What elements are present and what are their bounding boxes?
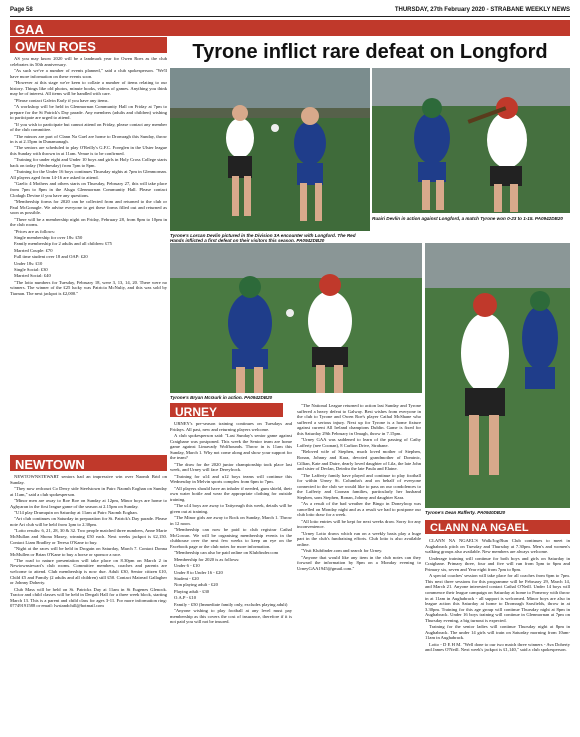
- page-number: Page 58: [10, 7, 33, 13]
- article-paragraph: A special coaches' session will take place for all coaches from 6pm to 7pm. This next three sessions for this programme will be February 29, March 14, and March 21. Anyone interested contact Cathal O'Neill. Under 14 boys will commence their league campaign on Saturday at home to Pomeroy with throw in at 11am in Aughabrack - all support is welcomed. Minor boys are also in league action this Saturday at home to Dromragh Sarsfields, throw in at 3.30pm. Training for this age group will continue Thursday night at 8pm in Aughabrack. Under 16 boys training will continue in Glenmornan at 7pm on Thursday evening, a big turnout is expected.: [425, 573, 570, 623]
- article-paragraph: "The draw for the 2020 junior championship took place last week, and Urney will face Dereylrock.: [170, 461, 292, 473]
- article-paragraph: "The Lafferty family have played and continue to play football for within Urney St. Columba's and on behalf of everyone connected to the club we would like to pass on our condolences to the Lafferty and Coonan families, particularly her husband Stephen, sons Stephen, Ronan, Johnny and daughter Kara.: [297, 472, 421, 500]
- page-date-line: THURSDAY, 27th February 2020 - STRABANE WEEKLY NEWS: [394, 7, 570, 13]
- clann-article: [425, 538, 570, 733]
- article-paragraph: Playing adult - £30: [174, 588, 210, 594]
- article-paragraph: URNEY's pre-season training continues on Tuesdays and Fridays. All past, new and returning players welcome.: [170, 421, 292, 432]
- article-paragraph: "Anyone wishing to play football at any level must pay membership as this covers the cost of insurance, therefore if it is not paid you will not be insured.: [170, 607, 292, 625]
- article-paragraph: "Training for under eight and Under 10 boys and girls in Holy Cross College starts back on today (Wednesday) from 7pm to 8pm.: [10, 157, 167, 169]
- article-paragraph: "Membership forms for 2020 can be collected from and returned to the club or Paul McGonagle. We advise everyone to get these forms filled out and returned as soon as possible.: [10, 199, 167, 216]
- article-paragraph: Under 6 - £10: [174, 563, 200, 569]
- article-paragraph: Married Social: £40: [14, 273, 51, 279]
- photo-ruairi-devlin: [372, 68, 570, 213]
- article-paragraph: "Training for the Under 16 boys continues Thursday nights at 7pm in Glenmornan. All players aged from 14-16 are asked to attend.: [10, 169, 167, 181]
- article-paragraph: "Gaelic 4 Mothers and others starts on Thursday, February 27, this will take place from 7pm to 8pm in the Aluga Glenmornan Community Hall. Please contact Clodagh Devine if you have any questions.: [10, 181, 167, 198]
- owen-roes-article: [10, 56, 167, 452]
- caption-photo-4: Tyrone's Dean Rafferty. PA0940DB20: [425, 510, 506, 515]
- photo-lorcan-devlin: [170, 68, 370, 231]
- main-headline: Tyrone inflict rare defeat on Longford: [192, 41, 548, 63]
- urney-article-col-1: [170, 421, 292, 733]
- article-paragraph: "The u14 boys are away to Tattyreagh this week, details will be given out at training.: [170, 503, 292, 514]
- article-paragraph: Under 8 to Under 16 - £20: [174, 569, 223, 575]
- article-paragraph: "Membership can also be paid online on Klubfinder.com: [174, 550, 279, 556]
- article-paragraph: Training for the senior ladies will continue Thursday night at 8pm in Aughabrack. The under 14 girls will train on Saturday morning from 10am-11am in Aughabrack.: [425, 624, 570, 641]
- article-paragraph: "As such we've a number of events planned," said a club spokesperson. "We'll have more information on these events soon.: [10, 67, 167, 79]
- article-paragraph: "Art club continues on Saturday in preparation for St. Patrick's Day parade. Please note Art club will be held from 1pm to 2.30pm.: [10, 516, 167, 527]
- article-paragraph: Single Social: £30: [14, 266, 48, 272]
- article-paragraph: Lotto - D E H M. "Well done to our two match three winners - Ava Doherty and James O'Neill. Next week's jackpot is £1,140," said a club spokesperson.: [425, 641, 570, 653]
- article-paragraph: Married Couple: £70: [14, 247, 53, 253]
- article-paragraph: AS you may know 2020 will be a landmark year for Owen Roes as the club celebrates its 50th anniversary.: [10, 56, 167, 67]
- article-paragraph: "The minors are part of Clann Na Gael are home to Dromragh this Sunday, throw in is at 2.15pm in Dunamanagh.: [10, 133, 167, 145]
- article-paragraph: Family membership for 2 adults and all children: £75: [14, 241, 112, 247]
- article-paragraph: "Urney GAA was saddened to learn of the passing of Cathy Lafferty (nee Coonan), 8 Carlton Drive, Strabane.: [297, 437, 421, 448]
- article-paragraph: "The lotto numbers for Tuesday, February 18, were 3, 13, 14, 20. There were no winners. The winner of the £25 lucky was Patricia McNulty, and this was sold by Tiarnan. The next jackpot is £2,000.": [10, 279, 167, 296]
- article-paragraph: "Anyone that would like any item in the club notes can they forward the information by 8pm on a Monday evening to UrneyGAA1945@gmail.com.": [297, 554, 421, 571]
- caption-photo-1: Tyrone's Lorcan Devlin pictured in the Division 3A encounter with Longford. The Red Hands inflicted a first defeat on their visitors this season. PA0942DB20: [170, 233, 356, 244]
- urney-section-bar: URNEY: [170, 403, 283, 417]
- article-paragraph: "However at this stage we're keen to collate a number of items relating to our history. Things like old photos, minute books, videos of games. Anything you think may be of interest. All items will be handled with care.: [10, 79, 167, 97]
- article-paragraph: "The National League returned to action last Sunday and Tyrone suffered a heavy defeat to Galway. Best wishes from everyone in the club to Tyrone and Owen Roe's player Cathal McShane who suffered a serious injury. Next up for Tyrone is a home fixture against current All Ireland champions Dublin. Game is fixed for this Saturday 29th February in Omagh, throw in 7.15pm.: [297, 403, 421, 436]
- article-paragraph: Non playing adult - £20: [174, 582, 218, 588]
- caption-photo-2: Ruairi Devlin in action against Longford, a match Tyrone won 0-23 to 1-15. PA0942DB20: [372, 216, 563, 221]
- article-paragraph: CLANN NA NGAEL'S Walk/Jog/Run Club continues to meet in Aughabrack pitch on Tuesday and Thursday at 7.30pm. Men's and women's walking groups also available. New members are always welcome.: [425, 538, 570, 555]
- clann-section-bar: CLANN NA NGAEL: [425, 520, 570, 534]
- article-paragraph: "If you wish to participate but cannot attend on Friday, please contact any member of the club committee.: [10, 121, 167, 133]
- article-paragraph: "Training for u14 and u12 boys teams will continue this Wednesday in Melvin sports complex from 6pm to 7pm.: [170, 473, 292, 485]
- article-paragraph: "All lotto entries will be kept for next weeks draw. Sorry for any inconvenience.: [297, 518, 421, 530]
- article-paragraph: "They now redcourt Co Derry side Steelstown in Pairc Naomh Eoghan on Sunday at 11am," said a club spokesperson.: [10, 485, 167, 497]
- photo-dean-rafferty: [425, 243, 570, 508]
- urney-article-col-2: [297, 403, 421, 733]
- article-paragraph: "All players should have an inhaler if needed, gum shield, their own water bottle and wear the appropriate clothing for outside training.: [170, 485, 292, 502]
- article-paragraph: "The seniors are scheduled to play O'Reilly's G.F.C. Foreglen in the Ulster league this Sunday with thrown in at 11am. Venue is to be confirmed.: [10, 145, 167, 157]
- article-paragraph: NEWTOWNSTEWART seniors had an impressive win over Naomh Brid on Sunday.: [10, 474, 167, 485]
- newtown-section-bar: NEWTOWN: [10, 455, 167, 471]
- article-paragraph: "Night at the races will be held in Drogain on Saturday, March 7. Contact Donna McMullen or Brian O'Kane to buy a horse or sponsor a race.: [10, 545, 167, 557]
- article-paragraph: Family - £50 (Immediate family only, excludes playing adult): [174, 601, 288, 607]
- article-paragraph: Membership for 2020 is as follows:: [174, 556, 240, 562]
- newtown-article: [10, 474, 167, 732]
- article-paragraph: "The road to nature presentation will take place on 8.30pm on March 2 in Newtownstewart's club rooms. Committee members, coaches and parents are welcome to attend. Club membership is now due. Adult £30, Senior citizen £10, Child £5 and Family (2 adults and all children) still £50. Contact Mairead Gallagher or Johnny Doherty.: [10, 557, 167, 586]
- article-paragraph: "The Minor girls are away to Rock on Sunday, March 1. Throw in 12 noon.: [170, 515, 292, 526]
- article-paragraph: "Minor men are away to Roe Roe on Sunday at 12pm, Minor boys are home to Aghyaran in the first league game of the season at 2.15pm on Sunday.: [10, 497, 167, 509]
- article-paragraph: Under 18s: £10: [14, 260, 43, 266]
- article-paragraph: "Urney Lotto draws which run on a weekly basis play a huge part in the club's fundraising efforts. Club lotto is also available online.: [297, 530, 421, 548]
- page-header: [10, 5, 570, 17]
- article-paragraph: Club Mass will be held on St. Patricks Day at 11am in St Eugenes Glenock. Tractor and child classes will be held in Dergalt Hall for a three week block, starting March 13. This is a parent and child class for ages 3-11. For more information ring: 07749191588 or email: lwstandchill@hotmail.com: [10, 586, 167, 609]
- article-paragraph: O.A.P - £10: [174, 595, 197, 601]
- article-paragraph: Single membership for over 18s: £50: [14, 234, 83, 240]
- article-paragraph: "A workshop will be held in Glenmornan Community Hall on Friday at 7pm to prepare for the St Patrick's Day parade. Any members (adults and children) wishing to participate are urged to attend.: [10, 103, 167, 121]
- article-paragraph: "Prices are as follows:: [14, 228, 56, 234]
- owen-roes-section-bar: OWEN ROES: [10, 37, 167, 53]
- photo-bryan-mcgurk: [170, 243, 422, 393]
- article-paragraph: "Beloved wife of Stephen, much loved mother of Stephen, Ronan, Johnny and Kara, devoted grandmother of Dominic, Cillian, Kate and Daire, dearly loved daughter of Lila, the late John and sister of Declan, Deirdra the late Paula and Elaine.: [297, 449, 421, 472]
- article-paragraph: Full time student over 18 and OAP: £20: [14, 254, 88, 260]
- article-paragraph: "U14 play Drumquin on Saturday at 11am at Pairc Naomh Eoghan.: [14, 509, 138, 515]
- article-paragraph: "Lotto results: 6, 21, 28, 30 & 32. Two people matched three numbers, Anne Marie McMullan and Shona Maxey, winning £50 each. Next weeks jackpot is £2,150. Contact Liam Bradley or Teresa O'Kane to buy.: [10, 528, 167, 545]
- gaa-section-bar: GAA: [10, 20, 570, 36]
- article-paragraph: "Please contact Galvin Early if you have any items.: [14, 97, 109, 103]
- article-paragraph: Underage training will continue for both boys and girls on Saturday in Craigbane. Primary three, four and five will run from 5pm to 6pm and Primary six, seven and Year eight from 7pm to 8pm.: [425, 555, 570, 572]
- article-paragraph: Student - £20: [174, 576, 199, 581]
- article-paragraph: "Membership can now be paid to club registrar Cathal McGowan. We will be organising membership events in the clubhouse over the next few weeks to keep an eye on the Facebook page or the club notes for more information.: [170, 527, 292, 550]
- article-paragraph: "There will be a membership night on Friday, February 28, from 8pm to 10pm in the club rooms.: [10, 216, 167, 228]
- article-paragraph: A club spokesperson said: "Last Sunday's senior game against Craigbane was postponed. This week the Senior team are home game against Limavady Wolfhounds. Throw in is 11am this Sunday, March 1. Why not come along and show your support for the team?: [170, 432, 292, 461]
- article-paragraph: "As a result of the bad weather the Bingo in Doneyloop was cancelled on Monday night and as a result we had to postpone our club lotto draw for a week.: [297, 501, 421, 518]
- article-paragraph: "Visit Klubfinder.com and search for Urney.: [301, 548, 383, 554]
- caption-photo-3: Tyrone's Bryan McGurk in action. PA0942DB20: [170, 395, 273, 400]
